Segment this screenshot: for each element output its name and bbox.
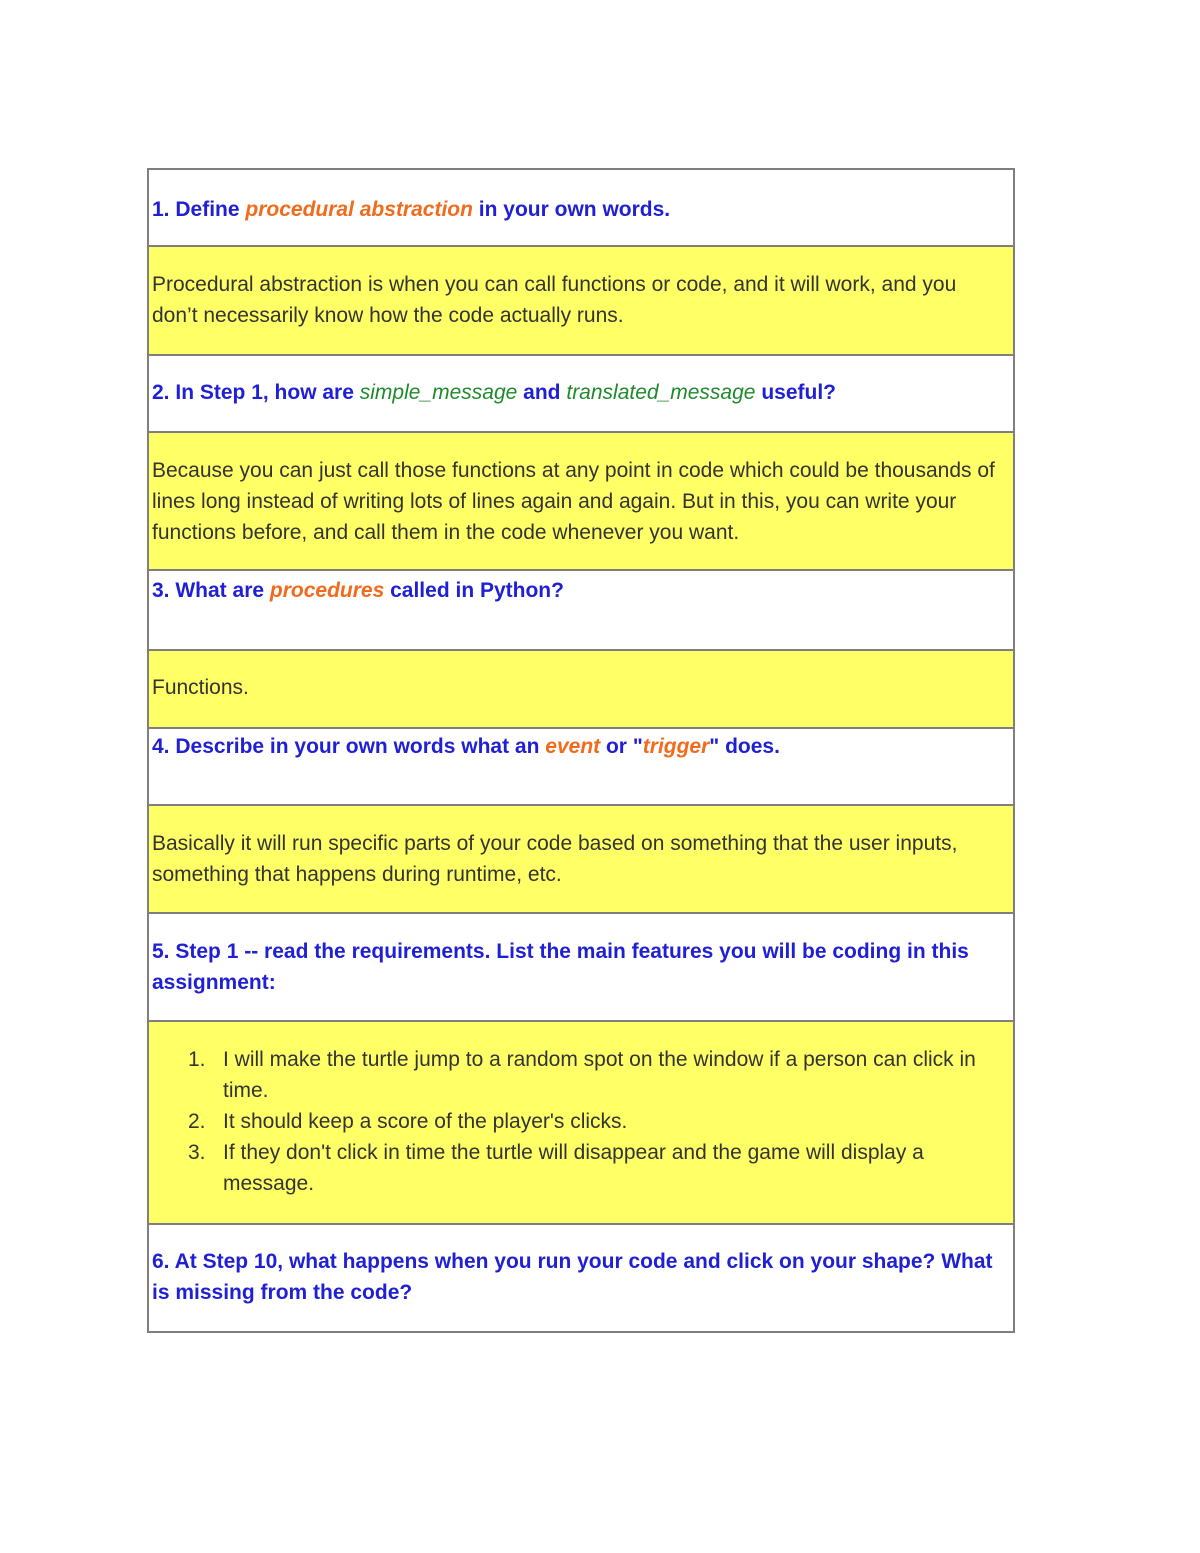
question-row-2 <box>149 356 1013 433</box>
question-5-text <box>152 936 1005 998</box>
question-emphasis: trigger <box>642 735 710 758</box>
question-text: called in Python? <box>390 579 564 602</box>
question-emphasis: event <box>545 735 601 758</box>
list-item-number: 1. <box>188 1048 206 1071</box>
question-1-text <box>152 194 1005 225</box>
question-text: " does. <box>709 735 780 758</box>
answer-1-text: Procedural abstraction is when you can call functions or code, and it will work, and you don’t necessarily know how the code actually runs. <box>152 273 957 327</box>
question-2-text <box>152 377 1005 408</box>
answer-row-5 <box>149 1022 1013 1225</box>
question-emphasis: procedures <box>269 579 385 602</box>
question-text: or " <box>605 735 643 758</box>
question-row-1 <box>149 170 1013 247</box>
list-item-number: 3. <box>188 1141 206 1164</box>
question-number: 6. <box>152 1250 170 1273</box>
question-text: Step 1 -- read the requirements. List the main features you will be coding in this assignment: <box>152 940 969 994</box>
question-number: 5. <box>152 940 170 963</box>
question-number: 3. <box>152 579 170 602</box>
answer-5-list <box>152 1044 1007 1199</box>
list-item <box>152 1137 1007 1199</box>
list-item <box>152 1044 1007 1106</box>
question-text: Describe in your own words what an <box>175 735 540 758</box>
question-emphasis: translated_message <box>566 381 756 404</box>
worksheet-table <box>147 168 1015 1333</box>
question-6-text <box>152 1246 1005 1308</box>
answer-4-text: Basically it will run specific parts of your code based on something that the user inputs, something that happens during runtime, etc. <box>152 832 958 886</box>
question-text: In Step 1, how are <box>175 381 354 404</box>
question-row-3 <box>149 571 1013 651</box>
question-row-4 <box>149 729 1013 806</box>
question-number: 1. <box>152 198 170 221</box>
question-number: 2. <box>152 381 170 404</box>
list-item-text: I will make the turtle jump to a random spot on the window if a person can click in time. <box>223 1048 976 1102</box>
answer-row-3 <box>149 651 1013 729</box>
answer-3-text: Functions. <box>152 676 249 699</box>
question-text: What are <box>175 579 265 602</box>
question-emphasis: procedural abstraction <box>245 198 473 221</box>
answer-row-4 <box>149 806 1013 914</box>
question-text: useful? <box>761 381 836 404</box>
question-text: and <box>523 381 561 404</box>
answer-2-text: Because you can just call those functions at any point in code which could be thousands of lines long instead of writing lots of lines again and again. But in this, you can write your functions before, and call them in the code whenever you want. <box>152 459 995 544</box>
list-item <box>152 1106 1007 1137</box>
question-emphasis: simple_message <box>359 381 518 404</box>
question-number: 4. <box>152 735 170 758</box>
feature-list <box>152 1044 1007 1199</box>
list-item-text: If they don't click in time the turtle will disappear and the game will display a message. <box>223 1141 924 1195</box>
question-3-text <box>152 575 1005 606</box>
question-text: At Step 10, what happens when you run your code and click on your shape? What is missing from the code? <box>152 1250 993 1304</box>
question-4-text <box>152 731 1005 762</box>
answer-row-1 <box>149 247 1013 356</box>
question-text: Define <box>175 198 240 221</box>
list-item-text: It should keep a score of the player's clicks. <box>223 1110 628 1133</box>
list-item-number: 2. <box>188 1110 206 1133</box>
question-text: in your own words. <box>478 198 671 221</box>
question-row-5 <box>149 914 1013 1022</box>
answer-row-2 <box>149 433 1013 571</box>
question-row-6 <box>149 1225 1013 1331</box>
